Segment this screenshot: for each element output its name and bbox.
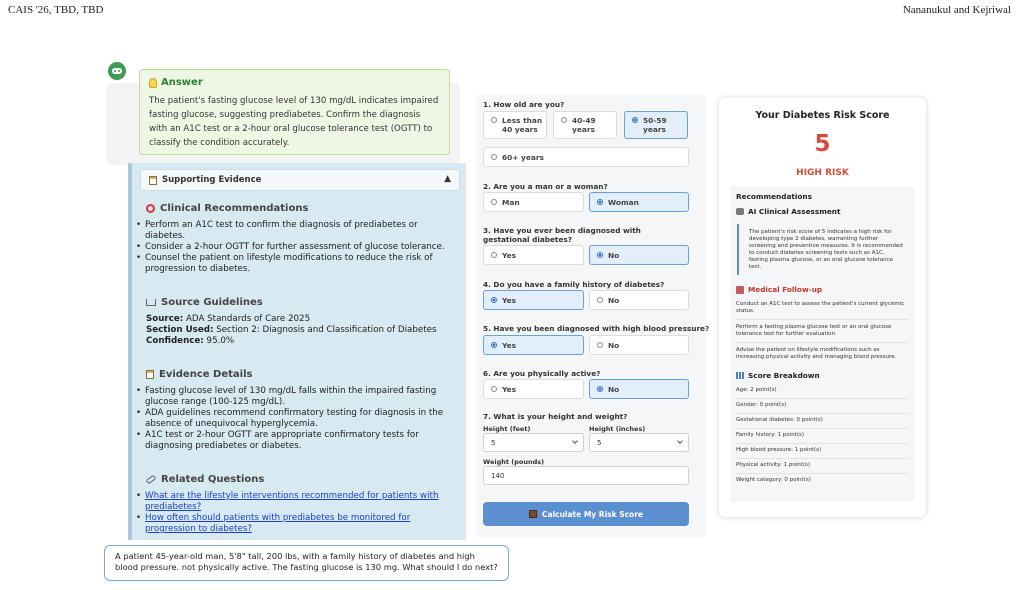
risk-score-title: Your Diabetes Risk Score [755, 110, 890, 121]
question-family-history: 4. Do you have a family history of diabetes? [483, 280, 665, 289]
related-questions-heading [146, 474, 460, 485]
radio-icon [491, 199, 497, 205]
height-feet-label: Height (feet) [483, 425, 531, 433]
hospital-icon [736, 286, 744, 294]
question-gender: 2. Are you a man or a woman? [483, 182, 608, 191]
list-item: • ADA guidelines recommend confirmatory testing for diagnosis in the absence of unequivocal hyperglycemia. [136, 408, 460, 430]
option-label: No [608, 340, 620, 350]
link-icon [145, 475, 156, 485]
chevron-down-icon [572, 438, 578, 444]
robot-face-icon [112, 68, 122, 74]
input-value: 140 [491, 471, 505, 480]
list-item: High blood pressure: 1 point(s) [736, 444, 909, 459]
paper-header-right: Nananukul and Kejriwal [902, 4, 1011, 16]
list-item: • Perform an A1C test to confirm the diagnosis of prediabetes or diabetes. [136, 220, 460, 242]
option-label: Woman [608, 197, 639, 207]
robot-icon [736, 208, 744, 215]
radio-selected-icon [597, 386, 603, 392]
list-item: • A1C test or 2-hour OGTT are appropriate confirmatory tests for diagnosing prediabetes or diabetes. [136, 430, 460, 452]
radio-selected-icon [491, 297, 497, 303]
list-item: Weight category: 0 point(s) [736, 477, 811, 483]
height-inches-select[interactable] [589, 433, 689, 452]
clinical-recommendations-title: Clinical Recommendations [160, 203, 309, 214]
paper-header-left: CAIS '26, TBD, TBD [8, 4, 104, 16]
section-label: Section Used: [146, 325, 214, 335]
supporting-evidence-header[interactable] [140, 169, 460, 191]
ai-assessment-heading [736, 207, 909, 216]
source-guidelines-heading [146, 297, 460, 308]
height-inches-label: Height (inches) [589, 425, 646, 433]
option-woman[interactable] [589, 192, 689, 212]
section-line [146, 325, 460, 336]
risk-score-card [719, 98, 926, 517]
option-label: 60+ years [502, 152, 544, 162]
radio-icon [561, 117, 567, 123]
answer-title: Answer [161, 77, 203, 88]
source-guidelines-block [146, 314, 460, 347]
section-value: Section 2: Diagnosis and Classification of Diabetes [216, 325, 437, 335]
radio-icon [491, 154, 497, 160]
radio-icon [491, 252, 497, 258]
list-item: Physical activity: 1 point(s) [736, 459, 909, 474]
option-label: Yes [502, 340, 517, 350]
option-label: Less than 40 years [502, 116, 543, 134]
source-label: Source: [146, 314, 184, 324]
confidence-label: Confidence: [146, 336, 204, 346]
answer-title-row [149, 77, 440, 88]
option-gestational-yes[interactable] [483, 245, 584, 265]
supporting-evidence-panel [128, 163, 466, 540]
radio-selected-icon [632, 117, 638, 123]
option-label: Yes [502, 250, 517, 260]
source-line [146, 314, 460, 325]
question-height-weight: 7. What is your height and weight? [483, 412, 628, 421]
bot-avatar [108, 62, 126, 80]
list-item: Advise the patient on lifestyle modifications such as increasing physical activity and managing blood pressure. [736, 347, 897, 360]
list-item: Age: 2 point(s) [736, 384, 909, 399]
option-family-history-no[interactable] [589, 290, 689, 310]
answer-text: The patient's fasting glucose level of 130 mg/dL indicates impaired fasting glucose, suggesting prediabetes. Confirm the diagnosis with an A1C test or a 2-hour oral glucose tolerance test (OGTT) to classify the condition accurately. [149, 96, 439, 148]
source-guidelines-title: Source Guidelines [161, 297, 263, 308]
calculator-icon [529, 510, 537, 518]
list-item: Conduct an A1C test to assess the patient's current glycemic status. [736, 297, 909, 320]
supporting-evidence-title: Supporting Evidence [162, 175, 262, 185]
option-age-less-than-40[interactable] [483, 111, 547, 139]
question-gestational-diabetes: 3. Have you ever been diagnosed with gestational diabetes? [483, 226, 641, 244]
option-label: 50-59 years [643, 116, 667, 134]
recommendations-heading: Recommendations [736, 192, 812, 201]
height-feet-select[interactable] [483, 433, 584, 452]
risk-score-value: 5 [814, 131, 831, 157]
bar-chart-icon [736, 372, 744, 379]
related-question-link[interactable]: What are the lifestyle interventions recommended for patients with prediabetes? [145, 491, 439, 512]
option-label: No [608, 384, 620, 394]
option-active-no[interactable] [589, 379, 689, 399]
option-blood-pressure-no[interactable] [589, 335, 689, 355]
clinical-recommendations-list [136, 220, 460, 275]
select-value: 5 [491, 438, 496, 447]
evidence-details-title: Evidence Details [159, 369, 253, 380]
question-physically-active: 6. Are you physically active? [483, 369, 601, 378]
list-item [136, 513, 460, 535]
option-age-40-49[interactable] [553, 111, 617, 139]
related-questions-title: Related Questions [161, 474, 265, 485]
radio-icon [597, 297, 603, 303]
evidence-details-list [136, 386, 460, 452]
list-item: • Counsel the patient on lifestyle modifications to reduce the risk of progression to diabetes. [136, 253, 460, 275]
list-item [136, 491, 460, 513]
list-item: • Fasting glucose level of 130 mg/dL falls within the impaired fasting glucose range (100-125 mg/dL). [136, 386, 460, 408]
option-label: No [608, 295, 620, 305]
answer-card [139, 69, 450, 155]
radio-icon [597, 342, 603, 348]
confidence-line [146, 336, 460, 347]
option-blood-pressure-yes[interactable] [483, 335, 584, 355]
option-age-60-plus[interactable] [483, 147, 689, 167]
radio-icon [491, 386, 497, 392]
select-value: 5 [597, 438, 602, 447]
radio-selected-icon [491, 342, 497, 348]
document-icon [149, 176, 157, 185]
option-man[interactable] [483, 192, 584, 212]
related-question-link[interactable]: How often should patients with prediabetes be monitored for progression to diabetes? [145, 513, 411, 534]
score-breakdown-title: Score Breakdown [748, 371, 820, 380]
medical-followup-heading [736, 285, 909, 294]
option-family-history-yes[interactable] [483, 290, 584, 310]
chevron-down-icon [677, 438, 683, 444]
chat-input[interactable]: A patient 45-year-old man, 5'8" tall, 200 lbs, with a family history of diabetes and high blood pressure. not physically active. The fasting glucose is 130 mg. What should I do next? [104, 545, 509, 581]
radio-selected-icon [597, 199, 603, 205]
weight-input[interactable] [483, 466, 689, 485]
list-item: Gestational diabetes: 0 point(s) [736, 414, 909, 429]
ai-assessment-title: AI Clinical Assessment [748, 207, 841, 216]
target-icon [146, 204, 155, 213]
list-item: Gender: 0 point(s) [736, 399, 909, 414]
radio-selected-icon [597, 252, 603, 258]
calculate-risk-label: Calculate My Risk Score [542, 509, 643, 519]
option-label: Yes [502, 295, 517, 305]
weight-label: Weight (pounds) [483, 458, 545, 466]
related-questions-list [136, 491, 460, 535]
option-age-50-59[interactable] [624, 111, 688, 139]
question-age: 1. How old are you? [483, 100, 565, 109]
option-label: Man [502, 197, 520, 207]
list-item: Family history: 1 point(s) [736, 429, 909, 444]
lightbulb-icon [149, 78, 157, 88]
score-breakdown-list [736, 384, 909, 488]
question-high-blood-pressure: 5. Have you been diagnosed with high blood pressure? [483, 324, 710, 333]
calculate-risk-button[interactable] [483, 502, 689, 526]
followup-list [736, 297, 909, 365]
collapse-toggle-icon[interactable]: ▲ [444, 174, 451, 184]
source-value: ADA Standards of Care 2025 [185, 314, 311, 324]
medical-followup-title: Medical Follow-up [748, 285, 823, 294]
option-active-yes[interactable] [483, 379, 584, 399]
option-label: No [608, 250, 620, 260]
risk-level-badge: HIGH RISK [796, 168, 849, 178]
option-gestational-no[interactable] [589, 245, 689, 265]
list-item: • Consider a 2-hour OGTT for further assessment of glucose tolerance. [136, 242, 460, 253]
recommendations-panel [730, 186, 915, 502]
option-label: 40-49 years [572, 116, 596, 134]
book-icon [146, 299, 156, 306]
clinical-recommendations-heading [146, 203, 460, 214]
document-icon [146, 370, 154, 379]
option-label: Yes [502, 384, 517, 394]
evidence-details-heading [146, 369, 460, 380]
score-breakdown-heading [736, 371, 909, 380]
radio-icon [491, 117, 497, 123]
ai-assessment-text: The patient's risk score of 5 indicates a high risk for developing type 2 diabetes, warranting further screening and preventive measures. It is recommended to conduct diabetes screening tests such as A1C, fasting plasma glucose, or an oral glucose tolerance test. [737, 224, 909, 275]
list-item: Perform a fasting plasma glucose test or an oral glucose tolerance test for further evaluation. [736, 320, 909, 343]
confidence-value: 95.0% [206, 336, 235, 346]
